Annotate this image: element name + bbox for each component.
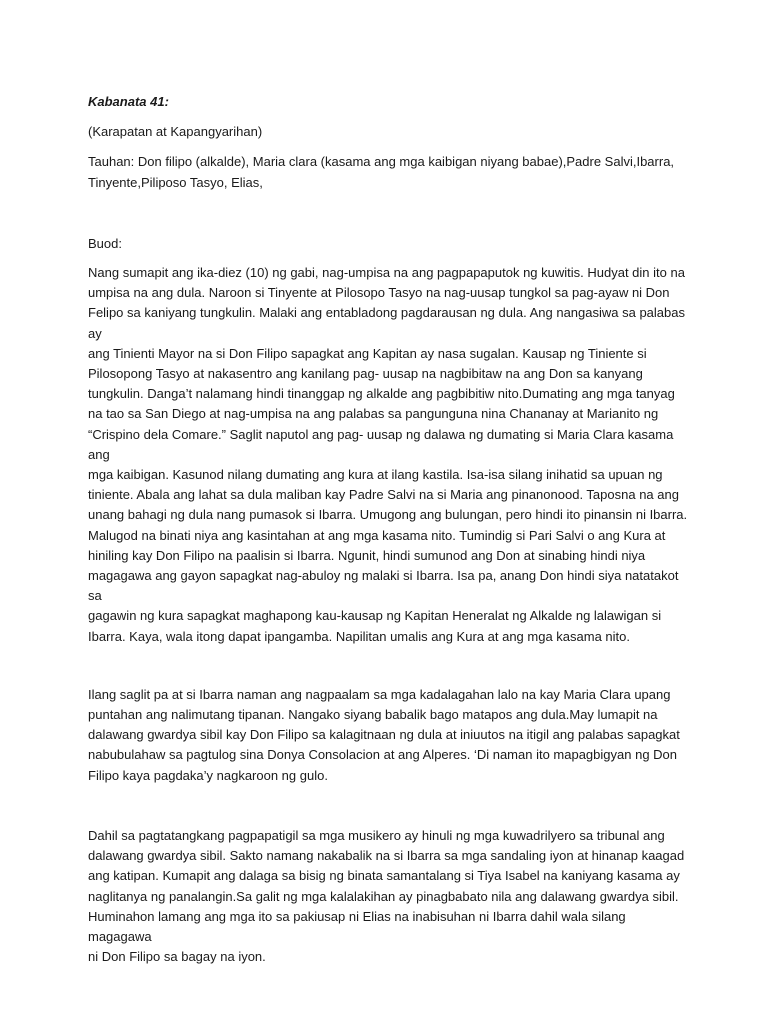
summary-paragraph-3: Dahil sa pagtatangkang pagpapatigil sa mga musikero ay hinuli ng mga kuwadrilyero sa tribunal ang dalawang gwardya sibil. Sakto namang nakabalik na si Ibarra sa mga sandaling iyon at hinanap kaagad ang katipan. Kumapit ang dalaga sa bisig ng binata samantalang si Tiya Isabel na kaniyang kasama ay naglitanya ng panalangin.Sa galit ng mga kalalakihan ay pinagbabato nila ang dalawang gwardya sibil. Huminahon lamang ang mga ito sa pakiusap ni Elias na inabisuhan ni Ibarra dahil wala silang magagawa ni Don Filipo sa bagay na iyon. — [88, 827, 685, 965]
document-page — [88, 92, 688, 967]
chapter-title: Kabanata 41: — [88, 94, 169, 109]
characters-list: Tauhan: Don filipo (alkalde), Maria clara (kasama ang mga kaibigan niyang babae),Padre Salvi,Ibarra, Tinyente,Piliposo Tasyo, Elias, — [88, 154, 675, 190]
summary-label: Buod: — [88, 235, 122, 251]
summary-paragraph-1: Nang sumapit ang ika-diez (10) ng gabi, nag-umpisa na ang pagpapaputok ng kuwitis. Hudyat din ito na umpisa na ang dula. Naroon si Tinyente at Pilosopo Tasyo na nag-uusap tungkol sa pag-ayaw ni Don Felipo sa kaniyang tungkulin. Malaki ang entabladong pagdarausan ng dula. Ang nangasiwa sa palabas ay ang Tinienti Mayor na si Don Filipo sapagkat ang Kapitan ay nasa sugalan. Kausap ng Tiniente si Pilosopong Tasyo at nakasentro ang kanilang pag- uusap na nagbibitaw na ang Don sa kanyang tungkulin. Danga’t nalamang hindi tinanggap ng alkalde ang pagbibitiw nito.Dumating ang mga tanyag na tao sa San Diego at nag-umpisa na ang palabas sa pangunguna nina Chananay at Marianito ng “Crispino dela Comare.” Saglit naputol ang pag- uusap ng dalawa ng dumating si Maria Clara kasama ang mga kaibigan. Kasunod nilang dumating ang kura at ilang kastila. Isa-isa silang inihatid sa upuan ng tiniente. Abala ang lahat sa dula maliban kay Padre Salvi na si Maria ang pinanonood. Taposna na ang unang bahagi ng dula nang pumasok si Ibarra. Umugong ang bulungan, pero hindi ito pinansin ni Ibarra. Malugod na binati niya ang kasintahan at ang mga kasama nito. Tumindig si Pari Salvi o ang Kura at hiniling kay Don Filipo na paalisin si Ibarra. Ngunit, hindi sumunod ang Don at sinabing hindi niya magagawa ang gayon sapagkat nag-abuloy ng malaki si Ibarra. Isa pa, anang Don hindi siya natatakot sa gagawin ng kura sapagkat maghapong kau-kausap ng Kapitan Heneralat ng Alkalde ng lalawigan si Ibarra. Kaya, wala itong dapat ipangamba. Napilitan umalis ang Kura at ang mga kasama nito. — [88, 265, 688, 644]
chapter-subtitle: (Karapatan at Kapangyarihan) — [88, 124, 263, 140]
summary-paragraph-2: Ilang saglit pa at si Ibarra naman ang nagpaalam sa mga kadalagahan lalo na kay Maria Clara upang puntahan ang nalimutang tipanan. Nangako siyang babalik bago matapos ang dula.May lumapit na dalawang gwardya sibil kay Don Filipo sa kalagitnaan ng dula at iniuutos na itigil ang palabas sapagkat nabubulahaw sa pagtulog sina Donya Consolacion at ang Alperes. ‘Di naman ito mapagbigyan ng Don Filipo kaya pagdaka’y nagkaroon ng gulo. — [88, 686, 680, 783]
